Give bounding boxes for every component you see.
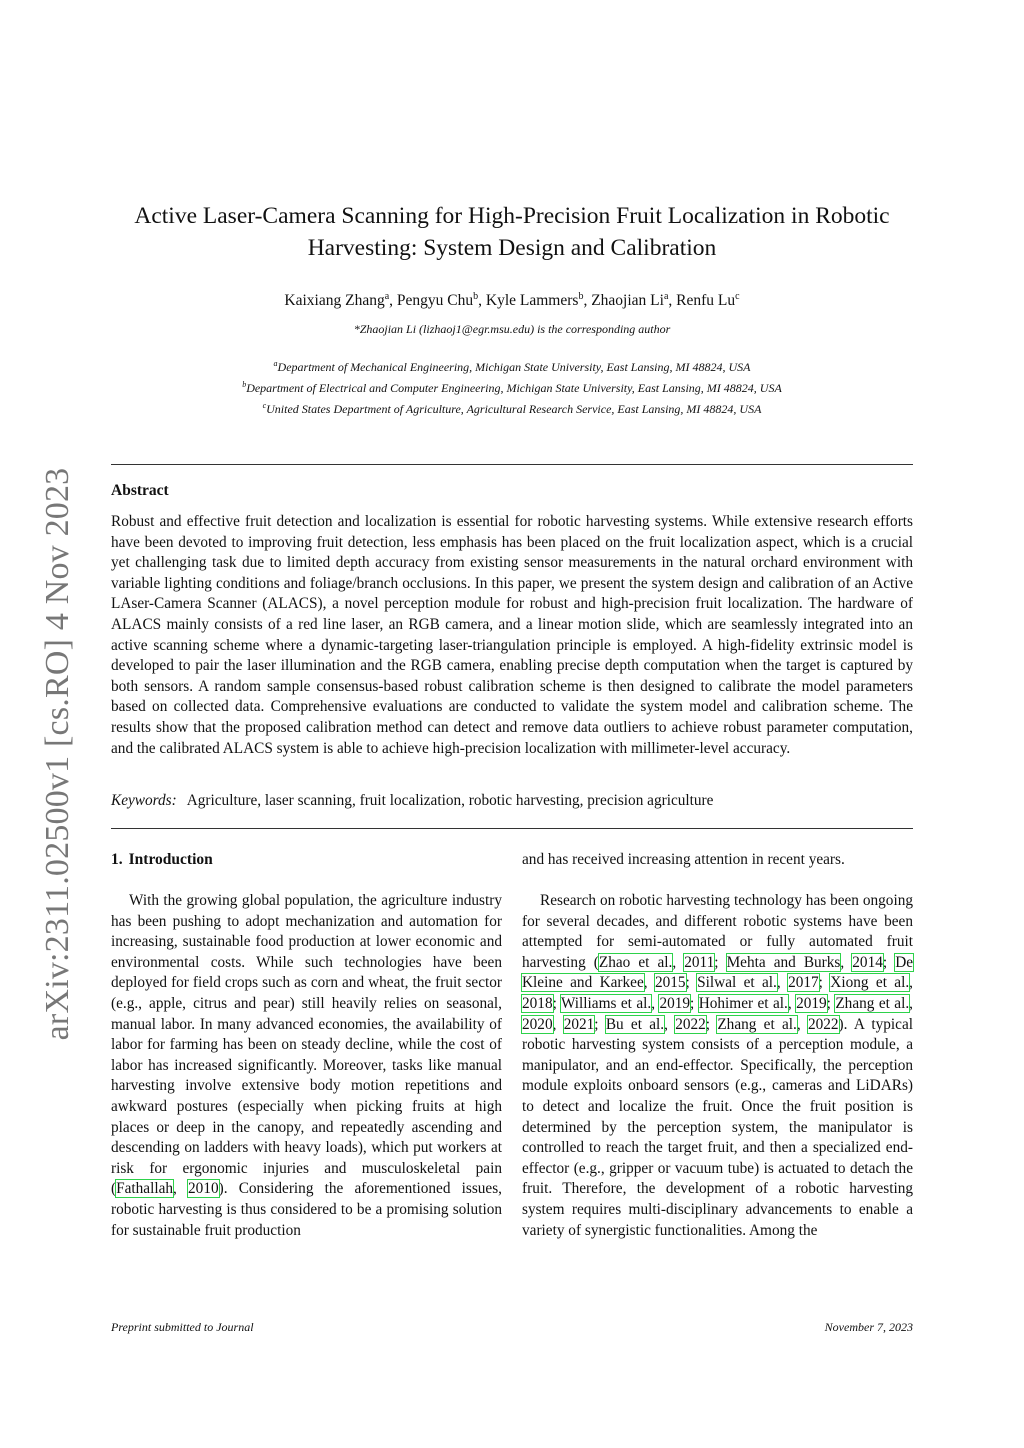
citation-link[interactable]: 2017 bbox=[788, 974, 819, 992]
body-text: ; bbox=[690, 994, 699, 1012]
author-name: Kaixiang Zhang bbox=[284, 292, 385, 310]
affiliation bbox=[90, 355, 934, 376]
citation-link[interactable]: 2015 bbox=[654, 974, 686, 992]
citation-link[interactable]: 2019 bbox=[659, 994, 691, 1012]
citation-link[interactable]: 2021 bbox=[563, 1015, 595, 1033]
divider-top bbox=[111, 464, 913, 465]
body-text: , bbox=[840, 953, 853, 971]
footer-date: November 7, 2023 bbox=[824, 1320, 913, 1334]
citation-link[interactable]: Mehta and Burks bbox=[726, 953, 841, 971]
body-text: , bbox=[672, 953, 685, 971]
body-text: , bbox=[787, 994, 797, 1012]
author-affiliation-mark: a bbox=[663, 291, 669, 302]
keywords bbox=[111, 792, 913, 810]
body-text: , bbox=[796, 1015, 808, 1033]
body-text: ; bbox=[882, 953, 896, 971]
body-text: Research on robotic harvesting technology has been ongoing for several decades, and different robotic systems have been attempted for semi-automated or fully automated fruit harvesting ( bbox=[522, 892, 913, 971]
body-text: , bbox=[173, 1180, 189, 1198]
body-text: , bbox=[651, 994, 660, 1012]
author-list: Kaixiang Zhang$^a$, Pengyu Chu$^b$, Kyle Lammers$^b$, Zhaojian Li$^a$, Renfu Lu$^c$ bbox=[284, 291, 740, 310]
body-text: , bbox=[909, 974, 913, 992]
author-affiliation-mark: b bbox=[473, 291, 479, 302]
abstract-heading: Abstract bbox=[111, 482, 169, 499]
arxiv-identifier: arXiv:2311.02500v1 [cs.RO] 4 Nov 2023 bbox=[39, 467, 76, 1041]
left-column bbox=[111, 891, 502, 1241]
affiliation bbox=[90, 376, 934, 397]
citation-link[interactable]: 2022 bbox=[675, 1015, 706, 1033]
citation-link[interactable]: Xiong et al. bbox=[830, 974, 910, 992]
affiliation-mark: a bbox=[273, 359, 278, 368]
title-line-1: Active Laser-Camera Scanning for High-Precision Fruit Localization in Robotic bbox=[134, 203, 890, 229]
citation-link[interactable]: 2014 bbox=[852, 953, 883, 971]
section-title: Introduction bbox=[128, 851, 213, 868]
intro-paragraph-2 bbox=[522, 891, 913, 1241]
body-text: , bbox=[664, 1015, 676, 1033]
footer-journal: Preprint submitted to Journal bbox=[111, 1320, 254, 1334]
author-affiliation-mark: c bbox=[735, 291, 740, 302]
keywords-label: Keywords: bbox=[111, 792, 177, 809]
author-name: Renfu Lu bbox=[676, 292, 736, 310]
affiliations bbox=[90, 355, 934, 418]
body-text: ; bbox=[594, 1015, 606, 1033]
author-affiliation-mark: a bbox=[384, 291, 390, 302]
abstract-text: Robust and effective fruit detection and localization is essential for robotic harvesting systems. While extensive research efforts have been devoted to improving fruit detection, less emphasis has been placed on the fruit localization aspect, which is a crucial yet challenging task due to limited depth accuracy from existing sensor measurements in the natural orchard environment with variable lighting conditions and foliage/branch occlusions. In this paper, we present the system design and calibration of an Active LAser-Camera Scanner (ALACS), a novel perception module for robust and high-precision fruit localization. The hardware of ALACS mainly consists of a red line laser, an RGB camera, and a linear motion slide, which are seamlessly integrated into an active scanning scheme where a dynamic-targeting laser-triangulation principle is employed. A high-fidelity extrinsic model is developed to pair the laser illumination and the RGB camera, enabling precise depth computation when the target is captured by both sensors. A random sample consensus-based robust calibration scheme is then designed to calibrate the model parameters based on collected data. Comprehensive evaluations are conducted to validate the system model and calibration scheme. The results show that the proposed calibration method can detect and remove data outliers to achieve robust parameter computation, and the calibrated ALACS system is able to achieve high-precision localization with millimeter-level accuracy. bbox=[111, 513, 913, 757]
author-name: Zhaojian Li bbox=[591, 292, 664, 310]
citation-link[interactable]: Silwal et al. bbox=[697, 974, 777, 992]
body-text: With the growing global population, the agriculture industry has been pushing to adopt mechanization and automation for increasing, sustainable food production at lower economic and environmental costs. While such technologies have been deployed for field crops such as corn and wheat, the fruit sector (e.g., apple, citrus and pear) still heavily relies on seasonal, manual labor. In many advanced economies, the availability of labor for farming has been on steady decline, while the cost of labor has increased significantly. Moreover, tasks like manual harvesting involve extensive body motion repetitions and awkward postures (especially when picking fruits at high places or deep in the canopy, and repeatedly ascending and descending on ladders with heavy loads), which put workers at risk for ergonomic injuries and musculoskeletal pain ( bbox=[111, 892, 502, 1198]
body-text: ). Considering the aforementioned issues, robotic harvesting is thus considered to be a promising solution for sustainable fruit production bbox=[111, 1180, 502, 1239]
keywords-text: Agriculture, laser scanning, fruit localization, robotic harvesting, precision agriculture bbox=[186, 792, 714, 809]
body-text: , bbox=[776, 974, 789, 992]
citation-link[interactable]: 2018 bbox=[522, 994, 553, 1012]
paper-title bbox=[90, 200, 934, 264]
affiliation bbox=[90, 397, 934, 418]
body-text: ; bbox=[705, 1015, 718, 1033]
citation-link[interactable]: Zhang et al. bbox=[835, 994, 910, 1012]
intro-paragraph-1 bbox=[111, 891, 502, 1241]
citation-link[interactable]: Bu et al. bbox=[605, 1015, 665, 1033]
right-column bbox=[522, 891, 913, 1241]
author-affiliation-mark: b bbox=[578, 291, 584, 302]
affiliation-text: Department of Electrical and Computer Engineering, Michigan State University, East Lansing, MI 48824, USA bbox=[246, 381, 782, 395]
affiliation-mark: c bbox=[262, 401, 267, 410]
intro-paragraph-1-continuation: and has received increasing attention in recent years. bbox=[522, 851, 845, 868]
citation-link[interactable]: Zhang et al. bbox=[717, 1015, 797, 1033]
body-text: ; bbox=[685, 974, 698, 992]
citation-link[interactable]: 2010 bbox=[188, 1180, 219, 1198]
citation-link[interactable]: 2019 bbox=[796, 994, 827, 1012]
body-text: , bbox=[643, 974, 655, 992]
affiliation-mark: b bbox=[242, 380, 247, 389]
body-text: ; bbox=[714, 953, 727, 971]
affiliation-text: United States Department of Agriculture, Agricultural Research Service, East Lansing, MI 48824, USA bbox=[266, 402, 762, 416]
body-text: ). A typical robotic harvesting system consists of a perception module, a manipulator, and an end-effector. Specifically, the perception module exploits onboard sensors (e.g., cameras and LiDARs) to detect and localize the fruit. Once the fruit position is determined by the perception system, the manipulator is controlled to reach the target fruit, and then a specialized end-effector (e.g., gripper or vacuum tube) is actuated to detach the fruit. Therefore, the development of a robotic harvesting system requires multi-disciplinary advancements to enable a variety of synergistic functionalities. Among the bbox=[522, 1015, 913, 1239]
citation-link[interactable]: Fathallah bbox=[116, 1180, 174, 1198]
citation-link[interactable]: Williams et al. bbox=[560, 994, 652, 1012]
citation-link[interactable]: Zhao et al. bbox=[598, 953, 673, 971]
section-heading bbox=[111, 851, 213, 869]
citation-link[interactable]: De Kleine and Karkee bbox=[522, 953, 914, 992]
citation-link[interactable]: 2011 bbox=[684, 953, 715, 971]
citation-link[interactable]: Hohimer et al. bbox=[698, 994, 788, 1012]
author-name: Pengyu Chu bbox=[396, 292, 474, 310]
body-text: ; bbox=[826, 994, 836, 1012]
body-text: , bbox=[909, 994, 913, 1012]
citation-link[interactable]: 2022 bbox=[807, 1015, 839, 1033]
citation-link[interactable]: 2020 bbox=[522, 1015, 553, 1033]
body-text: ; bbox=[818, 974, 831, 992]
title-line-2: Harvesting: System Design and Calibration bbox=[307, 235, 717, 261]
section-number: 1. bbox=[111, 851, 123, 868]
body-text: ; bbox=[552, 994, 561, 1012]
body-text: , bbox=[552, 1015, 564, 1033]
divider-bottom bbox=[111, 828, 913, 829]
author-name: Kyle Lammers bbox=[485, 292, 579, 310]
corresponding-author-note: *Zhaojian Li (lizhaoj1@egr.msu.edu) is the corresponding author bbox=[353, 322, 671, 336]
affiliation-text: Department of Mechanical Engineering, Michigan State University, East Lansing, MI 48824, USA bbox=[277, 360, 751, 374]
